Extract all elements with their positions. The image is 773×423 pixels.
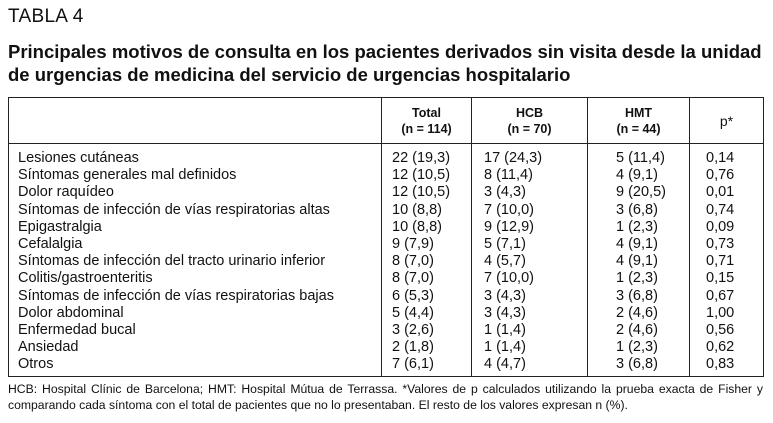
cell-hmt: 3 (6,8) — [588, 288, 690, 305]
cell-p: 0,74 — [690, 202, 764, 219]
cell-total: 9 (7,9) — [382, 236, 472, 253]
header-hcb-n: (n = 70) — [507, 121, 552, 136]
cell-motivo: Dolor raquídeo — [9, 184, 382, 201]
cell-p: 0,62 — [690, 339, 764, 356]
cell-p: 0,09 — [690, 219, 764, 236]
cell-p: 0,76 — [690, 167, 764, 184]
cell-hcb: 3 (4,3) — [472, 305, 588, 322]
cell-motivo: Enfermedad bucal — [9, 322, 382, 339]
table-row — [9, 144, 764, 168]
cell-hmt: 3 (6,8) — [588, 202, 690, 219]
cell-hmt: 3 (6,8) — [588, 356, 690, 377]
cell-p: 0,67 — [690, 288, 764, 305]
cell-hcb: 5 (7,1) — [472, 236, 588, 253]
cell-total: 12 (10,5) — [382, 184, 472, 201]
cell-motivo: Síntomas de infección de vías respiratorias bajas — [9, 288, 382, 305]
cell-total: 8 (7,0) — [382, 270, 472, 287]
cell-total: 3 (2,6) — [382, 322, 472, 339]
cell-motivo: Lesiones cutáneas — [9, 144, 382, 168]
cell-motivo: Dolor abdominal — [9, 305, 382, 322]
cell-motivo: Síntomas de infección del tracto urinario inferior — [9, 253, 382, 270]
cell-hcb: 4 (5,7) — [472, 253, 588, 270]
cell-motivo: Síntomas de infección de vías respiratorias altas — [9, 202, 382, 219]
table-header — [9, 98, 764, 144]
cell-p: 0,14 — [690, 144, 764, 168]
cell-hcb: 7 (10,0) — [472, 270, 588, 287]
header-hmt — [588, 98, 690, 144]
table-body — [9, 144, 764, 377]
cell-motivo: Colitis/gastroenteritis — [9, 270, 382, 287]
cell-hmt: 2 (4,6) — [588, 322, 690, 339]
header-total-n: (n = 114) — [401, 121, 452, 136]
cell-hcb: 9 (12,9) — [472, 219, 588, 236]
cell-hmt: 5 (11,4) — [588, 144, 690, 168]
cell-motivo: Síntomas generales mal definidos — [9, 167, 382, 184]
table-row — [9, 236, 764, 253]
header-total-label: Total — [412, 105, 441, 120]
table-row — [9, 322, 764, 339]
header-total — [382, 98, 472, 144]
header-hmt-label: HMT — [624, 105, 653, 120]
cell-total: 2 (1,8) — [382, 339, 472, 356]
cell-hmt: 2 (4,6) — [588, 305, 690, 322]
table-footnote: HCB: Hospital Clínic de Barcelona; HMT: Hospital Mútua de Terrassa. *Valores de p calculados utilizando la prueba exacta de Fisher y comparando cada síntoma con el total de pacientes que no lo presentaban. El resto de los valores expresan n (%). — [8, 382, 763, 412]
cell-hmt: 1 (2,3) — [588, 219, 690, 236]
cell-motivo: Otros — [9, 356, 382, 377]
cell-p: 0,71 — [690, 253, 764, 270]
cell-total: 7 (6,1) — [382, 356, 472, 377]
cell-hmt: 4 (9,1) — [588, 167, 690, 184]
cell-hmt: 9 (20,5) — [588, 184, 690, 201]
cell-total: 8 (7,0) — [382, 253, 472, 270]
table-row — [9, 253, 764, 270]
cell-hcb: 8 (11,4) — [472, 167, 588, 184]
header-motivo — [9, 98, 382, 144]
table-row — [9, 305, 764, 322]
cell-hmt: 1 (2,3) — [588, 270, 690, 287]
cell-p: 0,73 — [690, 236, 764, 253]
table-row — [9, 167, 764, 184]
cell-total: 12 (10,5) — [382, 167, 472, 184]
table-row — [9, 219, 764, 236]
table-row — [9, 356, 764, 377]
cell-p: 0,56 — [690, 322, 764, 339]
cell-total: 5 (4,4) — [382, 305, 472, 322]
data-table-container — [8, 97, 763, 377]
header-hcb — [472, 98, 588, 144]
cell-p: 0,83 — [690, 356, 764, 377]
cell-hmt: 4 (9,1) — [588, 236, 690, 253]
table-row — [9, 202, 764, 219]
cell-hcb: 7 (10,0) — [472, 202, 588, 219]
cell-total: 10 (8,8) — [382, 219, 472, 236]
cell-hcb: 3 (4,3) — [472, 184, 588, 201]
table-row — [9, 184, 764, 201]
cell-p: 1,00 — [690, 305, 764, 322]
table-row — [9, 339, 764, 356]
cell-total: 22 (19,3) — [382, 144, 472, 168]
cell-hcb: 1 (1,4) — [472, 322, 588, 339]
cell-motivo: Epigastralgia — [9, 219, 382, 236]
table-label: TABLA 4 — [8, 6, 84, 27]
cell-hcb: 17 (24,3) — [472, 144, 588, 168]
data-table — [8, 97, 764, 377]
cell-hcb: 4 (4,7) — [472, 356, 588, 377]
header-hmt-n: (n = 44) — [616, 121, 661, 136]
table-row — [9, 288, 764, 305]
cell-hcb: 1 (1,4) — [472, 339, 588, 356]
table-row — [9, 270, 764, 287]
cell-total: 10 (8,8) — [382, 202, 472, 219]
header-row — [9, 98, 764, 144]
cell-motivo: Cefalalgia — [9, 236, 382, 253]
cell-hmt: 1 (2,3) — [588, 339, 690, 356]
cell-motivo: Ansiedad — [9, 339, 382, 356]
table-title: Principales motivos de consulta en los pacientes derivados sin visita desde la unidad de urgencias de medicina del servicio de urgencias hospitalario — [8, 41, 762, 85]
header-p: p* — [690, 98, 764, 144]
cell-hcb: 3 (4,3) — [472, 288, 588, 305]
cell-p: 0,01 — [690, 184, 764, 201]
cell-hmt: 4 (9,1) — [588, 253, 690, 270]
cell-p: 0,15 — [690, 270, 764, 287]
header-hcb-label: HCB — [515, 105, 544, 120]
cell-total: 6 (5,3) — [382, 288, 472, 305]
